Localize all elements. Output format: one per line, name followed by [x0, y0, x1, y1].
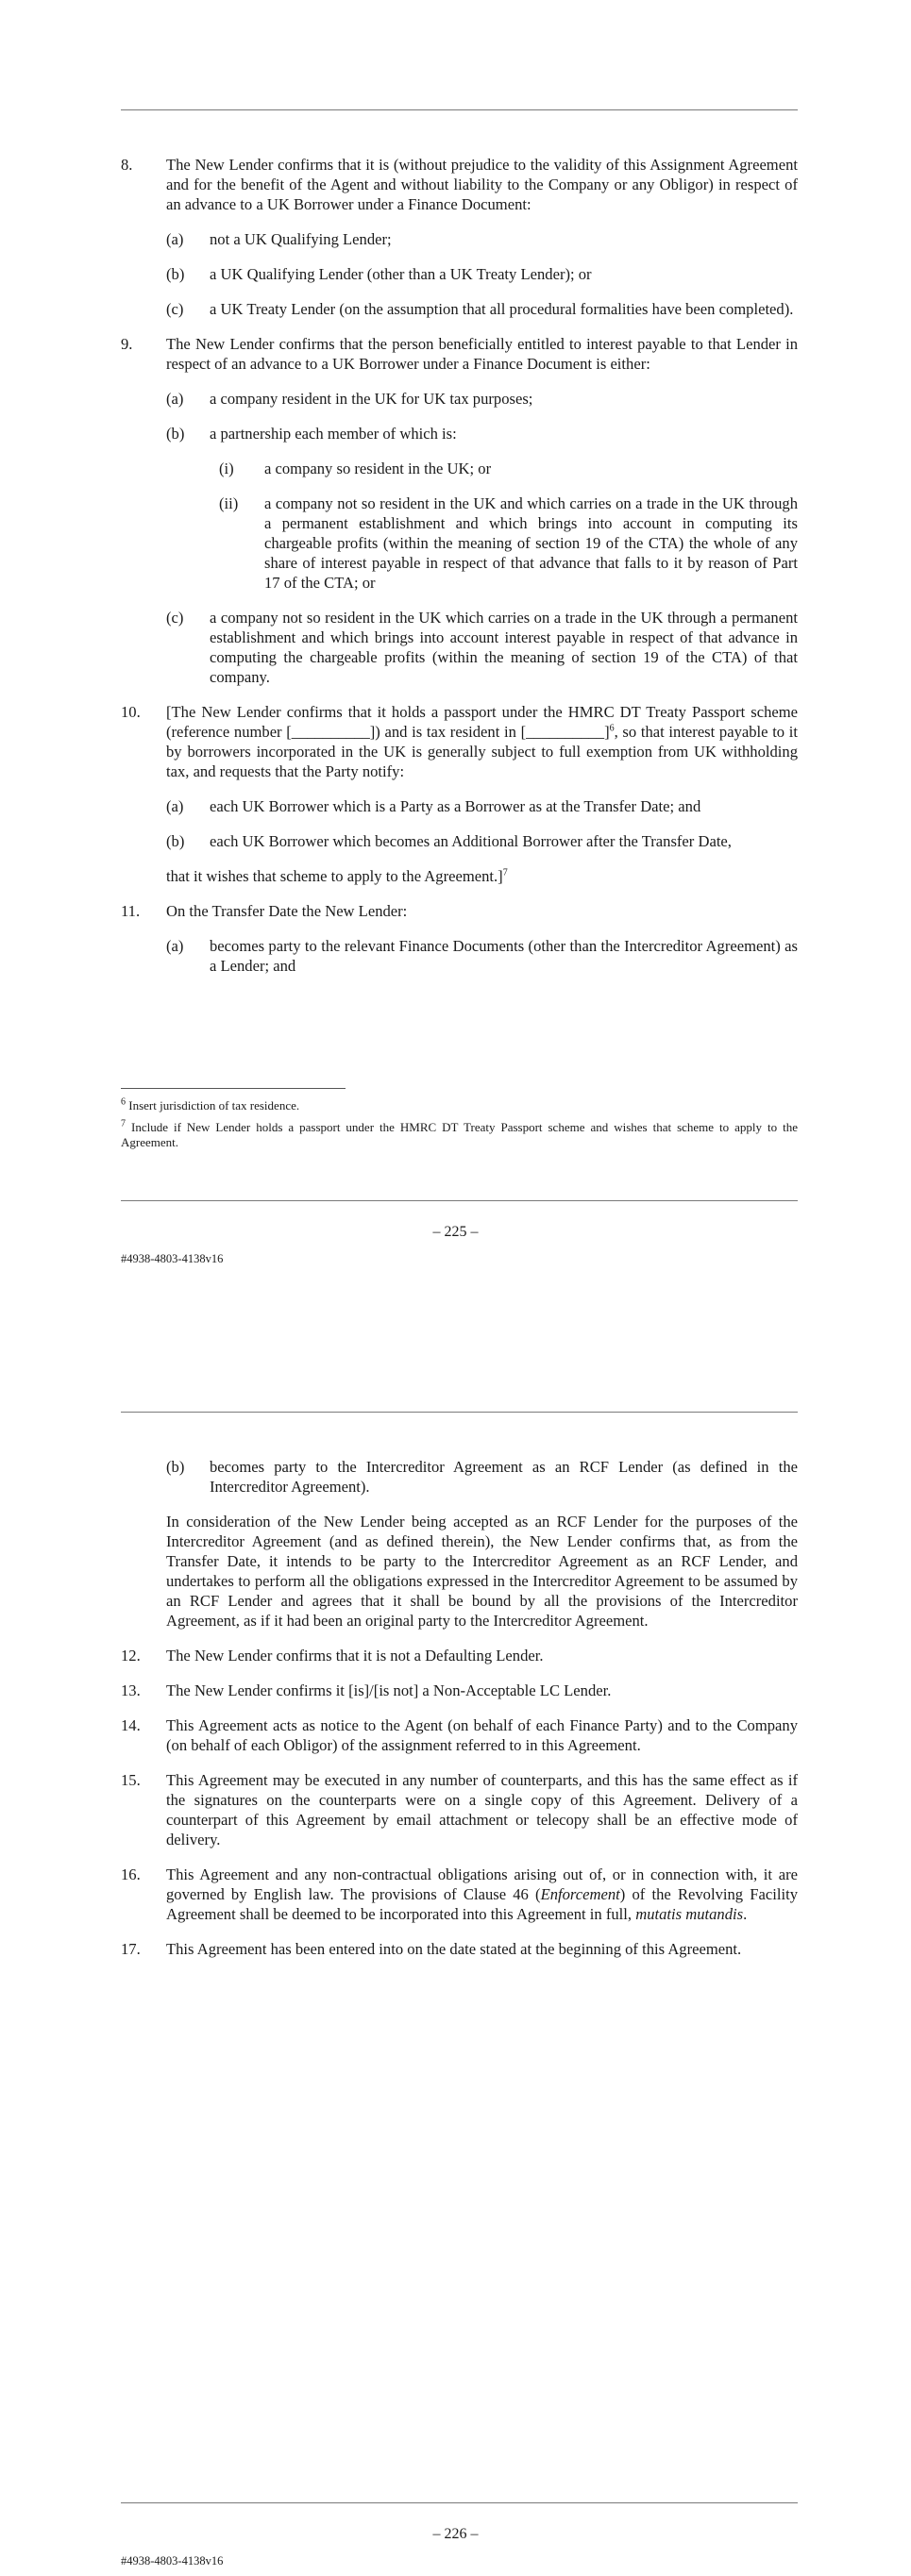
header-rule	[121, 109, 798, 110]
page-226	[0, 1302, 911, 2576]
clause-9	[121, 334, 798, 374]
clause-text: This Agreement may be executed in any number of counterparts, and this has the same effect as if the signatures on the counterparts were on a single copy of this Agreement. Delivery of a counterpart of this Agreement by email attachment or telecopy shall be an effective mode of delivery.	[166, 1771, 798, 1848]
clause-number: 12.	[121, 1647, 141, 1664]
footnote-7	[121, 1120, 798, 1150]
item-number: (c)	[166, 609, 184, 627]
subitem-text: a company not so resident in the UK and which carries on a trade in the UK through a permanent establishment and which brings into account in computing its chargeable profits (within the meaning of section 19 of the CTA) the whole of any share of interest payable in respect of that advance that falls to it by reason of Part 17 of the CTA; or	[264, 494, 798, 592]
footnote-reference: 7	[502, 867, 508, 878]
clause-8-a	[121, 229, 798, 249]
clause-text: This Agreement has been entered into on the date stated at the beginning of this Agreement.	[166, 1940, 742, 1958]
clause-10	[121, 702, 798, 781]
footnote-marker: 6	[121, 1096, 126, 1108]
closing-text-part: that it wishes that scheme to apply to the Agreement.]	[166, 867, 503, 885]
clause-text: The New Lender confirms that it is (without prejudice to the validity of this Assignment Agreement and for the benefit of the Agent and without liability to the Company or any Obligor) in respect of an advance to a UK Borrower under a Finance Document:	[166, 156, 798, 213]
page-225-body	[121, 155, 798, 991]
continuation-text: In consideration of the New Lender being accepted as an RCF Lender for the purposes of the Intercreditor Agreement (and as defined therein), the New Lender confirms that, as from the Transfer Date, it intends to be party to the Intercreditor Agreement as an RCF Lender, and undertakes to perform all the obligations expressed in the Intercreditor Agreement to be assumed by an RCF Lender and agrees that it shall be bound by all the provisions of the Intercreditor Agreement, as if it had been an original party to the Intercreditor Agreement.	[166, 1513, 798, 1630]
clause-number: 13.	[121, 1681, 141, 1699]
item-text: each UK Borrower which becomes an Additional Borrower after the Transfer Date,	[210, 832, 732, 850]
clause-number: 17.	[121, 1940, 141, 1958]
footer-rule	[121, 1200, 798, 1201]
clause-number: 15.	[121, 1771, 141, 1789]
clause-text: On the Transfer Date the New Lender:	[166, 902, 408, 920]
item-text: not a UK Qualifying Lender;	[210, 230, 392, 248]
subitem-number: (i)	[219, 460, 234, 477]
clause-text-part: , so that interest payable to it by borrowers incorporated in the UK is generally subject to full exemption from UK withholding tax, and requests that the Party notify:	[166, 723, 798, 780]
clause-9-b-i	[121, 459, 798, 478]
item-text: each UK Borrower which is a Party as a Borrower as at the Transfer Date; and	[210, 797, 701, 815]
item-number: (a)	[166, 230, 184, 248]
clause-text-part: This Agreement and any non-contractual obligations arising out of, or in connection with, it are governed by English law. The provisions of Clause 46 (	[166, 1865, 798, 1903]
clause-11	[121, 901, 798, 921]
item-text: a UK Qualifying Lender (other than a UK Treaty Lender); or	[210, 265, 592, 283]
clause-12	[121, 1646, 798, 1665]
clause-text	[166, 702, 798, 781]
clause-10-a	[121, 796, 798, 816]
clause-10-b	[121, 831, 798, 851]
subitem-text: a company so resident in the UK; or	[264, 460, 492, 477]
item-number: (b)	[166, 265, 185, 283]
item-number: (b)	[166, 1458, 185, 1476]
footer-rule	[121, 2502, 798, 2503]
subitem-number: (ii)	[219, 494, 239, 512]
item-number: (a)	[166, 937, 184, 955]
clause-11-a	[121, 936, 798, 976]
clause-11-b	[121, 1457, 798, 1497]
clause-14	[121, 1715, 798, 1755]
item-number: (c)	[166, 300, 184, 318]
clause-16	[121, 1865, 798, 1924]
clause-number: 11.	[121, 902, 141, 920]
clause-number: 10.	[121, 703, 141, 721]
clause-number: 16.	[121, 1865, 141, 1883]
item-number: (b)	[166, 425, 185, 443]
footnote-separator	[121, 1088, 346, 1089]
italic-term: Enforcement	[540, 1885, 620, 1903]
clause-text-part: [The New Lender confirms that it holds a passport under the HMRC DT Treaty Passport scheme (reference number [__________]) and is tax resident in [__________]	[166, 703, 798, 741]
page-226-body	[121, 1457, 798, 1974]
page-number: – 226 –	[432, 2526, 479, 2542]
item-number: (a)	[166, 390, 184, 408]
clause-number: 8.	[121, 156, 133, 174]
item-text: a UK Treaty Lender (on the assumption that all procedural formalities have been completed).	[210, 300, 794, 318]
clause-10-closing	[121, 866, 798, 886]
clause-text-part: ) of the Revolving Facility Agreement shall be deemed to be incorporated into this Agreement in full,	[166, 1885, 798, 1923]
item-text: a partnership each member of which is:	[210, 425, 457, 443]
clause-17	[121, 1939, 798, 1959]
italic-term: mutatis mutandis	[635, 1905, 744, 1923]
item-number: (a)	[166, 797, 184, 815]
item-number: (b)	[166, 832, 185, 850]
clause-text: The New Lender confirms that it is not a Defaulting Lender.	[166, 1647, 544, 1664]
clause-15	[121, 1770, 798, 1849]
footnote-text: Include if New Lender holds a passport under the HMRC DT Treaty Passport scheme and wishes that scheme to apply to the Agreement.	[121, 1120, 798, 1149]
clause-text-part: .	[743, 1905, 748, 1923]
document-reference: #4938-4803-4138v16	[121, 2554, 224, 2568]
clause-number: 14.	[121, 1716, 141, 1734]
clause-text: The New Lender confirms it [is]/[is not] a Non-Acceptable LC Lender.	[166, 1681, 612, 1699]
item-text: a company resident in the UK for UK tax purposes;	[210, 390, 533, 408]
clause-9-c	[121, 608, 798, 687]
document-reference: #4938-4803-4138v16	[121, 1252, 224, 1265]
footnote-reference: 6	[609, 723, 615, 734]
clause-9-b	[121, 424, 798, 443]
footnote-text: Insert jurisdiction of tax residence.	[126, 1098, 300, 1112]
closing-text	[166, 866, 798, 886]
clause-text	[166, 1865, 798, 1924]
clause-8-c	[121, 299, 798, 319]
clause-text: This Agreement acts as notice to the Agent (on behalf of each Finance Party) and to the Company (on behalf of each Obligor) of the assignment referred to in this Agreement.	[166, 1716, 798, 1754]
clause-8-b	[121, 264, 798, 284]
page-number: – 225 –	[432, 1224, 479, 1240]
clause-9-a	[121, 389, 798, 409]
footnotes	[121, 1098, 798, 1157]
item-text: becomes party to the relevant Finance Documents (other than the Intercreditor Agreement) as a Lender; and	[210, 937, 798, 975]
clause-9-b-ii	[121, 493, 798, 593]
footnote-6	[121, 1098, 798, 1113]
footnote-marker: 7	[121, 1118, 126, 1129]
clause-13	[121, 1681, 798, 1700]
item-text: becomes party to the Intercreditor Agreement as an RCF Lender (as defined in the Intercreditor Agreement).	[210, 1458, 798, 1496]
item-text: a company not so resident in the UK which carries on a trade in the UK through a permanent establishment and which brings into account interest payable in respect of that advance in computing the chargeable profits (within the meaning of section 19 of the CTA) of that company.	[210, 609, 798, 686]
header-rule	[121, 1412, 798, 1413]
clause-text: The New Lender confirms that the person beneficially entitled to interest payable to that Lender in respect of an advance to a UK Borrower under a Finance Document is either:	[166, 335, 798, 373]
clause-11-continuation	[121, 1512, 798, 1631]
clause-8	[121, 155, 798, 214]
clause-number: 9.	[121, 335, 133, 353]
